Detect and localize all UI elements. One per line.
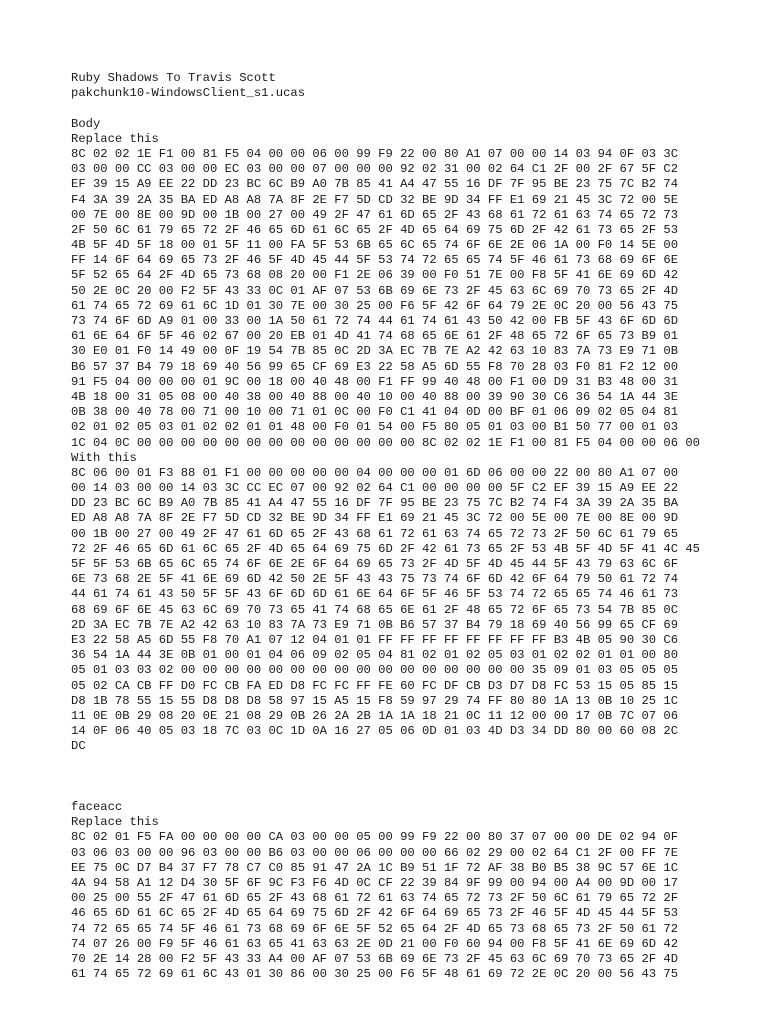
hex-line: 03 06 03 00 00 96 03 00 00 B6 03 00 00 06 00 00 00 66 02 29 00 02 64 C1 2F 00 FF 7E bbox=[71, 845, 679, 860]
hex-line: 46 65 6D 61 6C 65 2F 4D 65 64 69 75 6D 2F 42 6F 64 69 65 73 2F 46 5F 4D 45 44 5F 53 bbox=[71, 906, 679, 921]
section-heading: Body bbox=[71, 116, 101, 131]
hex-line: DC bbox=[71, 739, 86, 754]
spacer bbox=[71, 754, 711, 800]
document-title: Ruby Shadows To Travis Scott bbox=[71, 71, 276, 85]
hex-block-with bbox=[71, 466, 711, 755]
hex-line: 68 69 6F 6E 45 63 6C 69 70 73 65 41 74 68 65 6E 61 2F 48 65 72 6F 65 73 54 7B 85 0C bbox=[71, 602, 679, 617]
hex-line: 0B 38 00 40 78 00 71 00 10 00 71 01 0C 00 F0 C1 41 04 0D 00 BF 01 06 09 02 05 04 81 bbox=[71, 405, 679, 420]
hex-block-replace bbox=[71, 147, 711, 451]
hex-line: FF 14 6F 64 69 65 73 2F 46 5F 4D 45 44 5F 53 74 72 65 65 74 5F 46 61 73 68 69 6F 6E bbox=[71, 253, 679, 268]
hex-line: 00 14 03 00 00 14 03 3C CC EC 07 00 92 02 64 C1 00 00 00 00 5F C2 EF 39 15 A9 EE 22 bbox=[71, 481, 679, 496]
hex-line: 61 74 65 72 69 61 6C 43 01 30 86 00 30 25 00 F6 5F 48 61 69 72 2E 0C 20 00 56 43 75 bbox=[71, 967, 679, 982]
hex-line: ED A8 A8 7A 8F 2E F7 5D CD 32 BE 9D 34 FF E1 69 21 45 3C 72 00 5E 00 7E 00 8E 00 9D bbox=[71, 511, 679, 526]
hex-line: 50 2E 0C 20 00 F2 5F 43 33 0C 01 AF 07 53 6B 69 6E 73 2F 45 63 6C 69 70 73 65 2F 4D bbox=[71, 283, 679, 298]
hex-line: D8 1B 78 55 15 55 D8 D8 D8 58 97 15 A5 15 F8 59 97 29 74 FF 80 80 1A 13 0B 10 25 1C bbox=[71, 693, 679, 708]
hex-line: 72 2F 46 65 6D 61 6C 65 2F 4D 65 64 69 75 6D 2F 42 61 73 65 2F 53 4B 5F 4D 5F 41 4C 45 bbox=[71, 541, 700, 556]
hex-line: 8C 06 00 01 F3 88 01 F1 00 00 00 00 00 04 00 00 00 01 6D 06 00 00 22 00 80 A1 07 00 bbox=[71, 465, 679, 480]
hex-line: 5F 52 65 64 2F 4D 65 73 68 08 20 00 F1 2E 06 39 00 F0 51 7E 00 F8 5F 41 6E 69 6D 42 bbox=[71, 268, 679, 283]
file-name: pakchunk10-WindowsClient_s1.ucas bbox=[71, 86, 306, 101]
hex-line: 91 F5 04 00 00 00 01 9C 00 18 00 40 48 00 F1 FF 99 40 48 00 F1 00 D9 31 B3 48 00 31 bbox=[71, 374, 679, 389]
hex-line: 44 61 74 61 43 50 5F 5F 43 6F 6D 6D 61 6E 64 6F 5F 46 5F 53 74 72 65 65 74 46 61 73 bbox=[71, 587, 679, 602]
document bbox=[71, 71, 711, 982]
hex-line: 61 6E 64 6F 5F 46 02 67 00 20 EB 01 4D 41 74 68 65 6E 61 2F 48 65 72 6F 65 73 B9 01 bbox=[71, 329, 679, 344]
hex-line: 00 1B 00 27 00 49 2F 47 61 6D 65 2F 43 68 61 72 61 63 74 65 72 73 2F 50 6C 61 79 65 bbox=[71, 526, 679, 541]
hex-line: 00 7E 00 8E 00 9D 00 1B 00 27 00 49 2F 47 61 6D 65 2F 43 68 61 72 61 63 74 65 72 73 bbox=[71, 207, 679, 222]
hex-line: 00 25 00 55 2F 47 61 6D 65 2F 43 68 61 72 61 63 74 65 72 73 2F 50 6C 61 79 65 72 2F bbox=[71, 891, 679, 906]
hex-line: 05 02 CA CB FF D0 FC CB FA ED D8 FC FC FF FE 60 FC DF CB D3 D7 D8 FC 53 15 05 85 15 bbox=[71, 678, 679, 693]
hex-line: 74 07 26 00 F9 5F 46 61 63 65 41 63 63 2E 0D 21 00 F0 60 94 00 F8 5F 41 6E 69 6D 42 bbox=[71, 936, 679, 951]
hex-line: 02 01 02 05 03 01 02 02 01 01 48 00 F0 01 54 00 F5 80 05 01 03 00 B1 50 77 00 01 03 bbox=[71, 420, 679, 435]
hex-line: 30 E0 01 F0 14 49 00 0F 19 54 7B 85 0C 2D 3A EC 7B 7E A2 42 63 10 83 7A 73 E9 71 0B bbox=[71, 344, 679, 359]
hex-line: F4 3A 39 2A 35 BA ED A8 A8 7A 8F 2E F7 5D CD 32 BE 9D 34 FF E1 69 21 45 3C 72 00 5E bbox=[71, 192, 679, 207]
hex-line: 70 2E 14 28 00 F2 5F 43 33 A4 00 AF 07 53 6B 69 6E 73 2F 45 63 6C 69 70 73 65 2F 4D bbox=[71, 951, 679, 966]
hex-line: 8C 02 02 1E F1 00 81 F5 04 00 00 06 00 99 F9 22 00 80 A1 07 00 00 14 03 94 0F 03 3C bbox=[71, 146, 679, 161]
hex-line: 74 72 65 65 74 5F 46 61 73 68 69 6F 6E 5F 52 65 64 2F 4D 65 73 68 65 73 2F 50 61 72 bbox=[71, 921, 679, 936]
hex-block-replace bbox=[71, 830, 711, 982]
replace-label: Replace this bbox=[71, 131, 159, 146]
hex-line: 4A 94 58 A1 12 D4 30 5F 6F 9C F3 F6 4D 0C CF 22 39 84 9F 99 00 94 00 A4 00 9D 00 17 bbox=[71, 875, 679, 890]
hex-line: 8C 02 01 F5 FA 00 00 00 00 CA 03 00 00 05 00 99 F9 22 00 80 37 07 00 00 DE 02 94 0F bbox=[71, 830, 679, 845]
hex-line: 36 54 1A 44 3E 0B 01 00 01 04 06 09 02 05 04 81 02 01 02 05 03 01 02 02 01 01 00 80 bbox=[71, 648, 679, 663]
with-label: With this bbox=[71, 450, 137, 465]
hex-line: EF 39 15 A9 EE 22 DD 23 BC 6C B9 A0 7B 85 41 A4 47 55 16 DF 7F 95 BE 23 75 7C B2 74 bbox=[71, 177, 679, 192]
hex-line: 5F 5F 53 6B 65 6C 65 74 6F 6E 2E 6F 64 69 65 73 2F 4D 5F 4D 45 44 5F 43 79 63 6C 6F bbox=[71, 557, 679, 571]
spacer bbox=[71, 101, 711, 116]
hex-line: 05 01 03 03 02 00 00 00 00 00 00 00 00 00 00 00 00 00 00 00 00 35 09 01 03 05 05 05 bbox=[71, 663, 679, 678]
hex-line: DD 23 BC 6C B9 A0 7B 85 41 A4 47 55 16 DF 7F 95 BE 23 75 7C B2 74 F4 3A 39 2A 35 BA bbox=[71, 496, 679, 511]
hex-line: 73 74 6F 6D A9 01 00 33 00 1A 50 61 72 74 44 61 74 61 43 50 42 00 FB 5F 43 6F 6D 6D bbox=[71, 314, 679, 328]
hex-line: 2D 3A EC 7B 7E A2 42 63 10 83 7A 73 E9 71 0B B6 57 37 B4 79 18 69 40 56 99 65 CF 69 bbox=[71, 617, 679, 632]
hex-line: 1C 04 0C 00 00 00 00 00 00 00 00 00 00 00 00 00 8C 02 02 1E F1 00 81 F5 04 00 00 06 00 bbox=[71, 435, 700, 450]
hex-line: 4B 18 00 31 05 08 00 40 38 00 40 88 00 40 10 00 40 88 00 39 90 30 C6 36 54 1A 44 3E bbox=[71, 389, 679, 404]
hex-line: 03 00 00 CC 03 00 00 EC 03 00 00 07 00 00 00 92 02 31 00 02 64 C1 2F 00 2F 67 5F C2 bbox=[71, 162, 679, 177]
section-heading: faceacc bbox=[71, 800, 123, 815]
hex-line: E3 22 58 A5 6D 55 F8 70 A1 07 12 04 01 01 FF FF FF FF FF FF FF FF B3 4B 05 90 30 C6 bbox=[71, 632, 679, 647]
hex-line: 14 0F 06 40 05 03 18 7C 03 0C 1D 0A 16 27 05 06 0D 01 03 4D D3 34 DD 80 00 60 08 2C bbox=[71, 724, 679, 739]
hex-line: 61 74 65 72 69 61 6C 1D 01 30 7E 00 30 25 00 F6 5F 42 6F 64 79 2E 0C 20 00 56 43 75 bbox=[71, 298, 679, 313]
hex-line: 6E 73 68 2E 5F 41 6E 69 6D 42 50 2E 5F 43 43 75 73 74 6F 6D 42 6F 64 79 50 61 72 74 bbox=[71, 572, 679, 587]
hex-line: 2F 50 6C 61 79 65 72 2F 46 65 6D 61 6C 65 2F 4D 65 64 69 75 6D 2F 42 61 73 65 2F 53 bbox=[71, 222, 679, 237]
replace-label: Replace this bbox=[71, 815, 159, 830]
hex-line: B6 57 37 B4 79 18 69 40 56 99 65 CF 69 E3 22 58 A5 6D 55 F8 70 28 03 F0 81 F2 12 00 bbox=[71, 359, 679, 374]
hex-line: EE 75 0C D7 B4 37 F7 78 C7 C0 85 91 47 2A 1C B9 51 1F 72 AF 38 B0 B5 38 9C 57 6E 1C bbox=[71, 860, 679, 875]
hex-line: 4B 5F 4D 5F 18 00 01 5F 11 00 FA 5F 53 6B 65 6C 65 74 6F 6E 2E 06 1A 00 F0 14 5E 00 bbox=[71, 238, 679, 253]
hex-line: 11 0E 0B 29 08 20 0E 21 08 29 0B 26 2A 2B 1A 1A 18 21 0C 11 12 00 00 17 0B 7C 07 06 bbox=[71, 708, 679, 723]
